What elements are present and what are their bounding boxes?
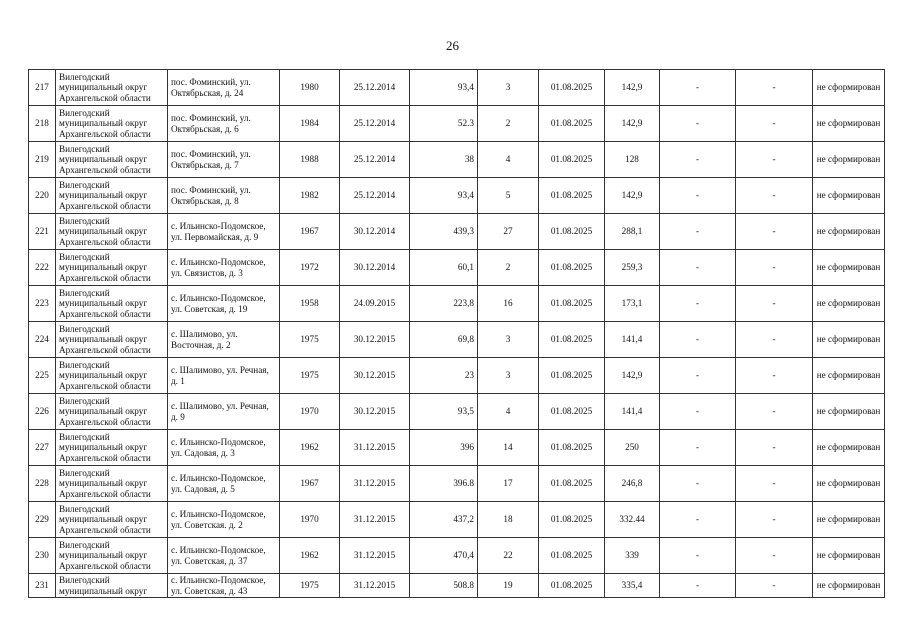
dash-cell-1: - <box>660 286 736 322</box>
value-cell: 246,8 <box>605 466 660 502</box>
status-cell: не сформирован <box>813 178 885 214</box>
municipality-cell: Вилегодский муниципальный округ Архангельской области <box>56 538 168 574</box>
table-row <box>29 322 885 358</box>
count-cell: 16 <box>478 286 539 322</box>
row-number: 221 <box>29 214 56 250</box>
row-number: 230 <box>29 538 56 574</box>
year-cell: 1967 <box>280 214 340 250</box>
date-cell: 31.12.2015 <box>340 466 410 502</box>
dash-cell-2: - <box>736 538 813 574</box>
count-cell: 18 <box>478 502 539 538</box>
table-row <box>29 538 885 574</box>
housing-registry-table <box>28 69 885 598</box>
municipality-cell: Вилегодский муниципальный округ Архангельской области <box>56 466 168 502</box>
planned-date-cell: 01.08.2025 <box>539 502 605 538</box>
date-cell: 31.12.2015 <box>340 502 410 538</box>
area-cell: 439,3 <box>410 214 478 250</box>
dash-cell-2: - <box>736 502 813 538</box>
row-number: 219 <box>29 142 56 178</box>
dash-cell-1: - <box>660 322 736 358</box>
dash-cell-2: - <box>736 358 813 394</box>
date-cell: 25.12.2014 <box>340 106 410 142</box>
value-cell: 259,3 <box>605 250 660 286</box>
area-cell: 223,8 <box>410 286 478 322</box>
municipality-cell: Вилегодский муниципальный округ Архангельской области <box>56 250 168 286</box>
address-cell: с. Ильинско-Подомское, ул. Советская, д. 37 <box>168 538 280 574</box>
year-cell: 1962 <box>280 430 340 466</box>
address-cell: с. Ильинско-Подомское, ул. Связистов, д. 3 <box>168 250 280 286</box>
dash-cell-2: - <box>736 178 813 214</box>
date-cell: 25.12.2014 <box>340 178 410 214</box>
planned-date-cell: 01.08.2025 <box>539 70 605 106</box>
value-cell: 339 <box>605 538 660 574</box>
dash-cell-2: - <box>736 250 813 286</box>
row-number: 220 <box>29 178 56 214</box>
count-cell: 22 <box>478 538 539 574</box>
planned-date-cell: 01.08.2025 <box>539 142 605 178</box>
planned-date-cell: 01.08.2025 <box>539 538 605 574</box>
count-cell: 5 <box>478 178 539 214</box>
count-cell: 2 <box>478 106 539 142</box>
table-row <box>29 286 885 322</box>
status-cell: не сформирован <box>813 430 885 466</box>
year-cell: 1980 <box>280 70 340 106</box>
value-cell: 335,4 <box>605 574 660 598</box>
area-cell: 93,5 <box>410 394 478 430</box>
municipality-cell: Вилегодский муниципальный округ Архангельской области <box>56 142 168 178</box>
year-cell: 1970 <box>280 502 340 538</box>
year-cell: 1972 <box>280 250 340 286</box>
dash-cell-1: - <box>660 70 736 106</box>
address-cell: с. Ильинско-Подомское, ул. Садовая, д. 3 <box>168 430 280 466</box>
address-cell: пос. Фоминский, ул. Октябрьская, д. 8 <box>168 178 280 214</box>
row-number: 224 <box>29 322 56 358</box>
year-cell: 1984 <box>280 106 340 142</box>
date-cell: 31.12.2015 <box>340 574 410 598</box>
status-cell: не сформирован <box>813 142 885 178</box>
row-number: 228 <box>29 466 56 502</box>
date-cell: 31.12.2015 <box>340 430 410 466</box>
year-cell: 1975 <box>280 322 340 358</box>
municipality-cell: Вилегодский муниципальный округ <box>56 574 168 598</box>
count-cell: 3 <box>478 70 539 106</box>
value-cell: 250 <box>605 430 660 466</box>
row-number: 227 <box>29 430 56 466</box>
count-cell: 3 <box>478 322 539 358</box>
address-cell: с. Ильинско-Подомское, ул. Советская, д. 19 <box>168 286 280 322</box>
area-cell: 93,4 <box>410 70 478 106</box>
address-cell: пос. Фоминский, ул. Октябрьская, д. 24 <box>168 70 280 106</box>
dash-cell-1: - <box>660 394 736 430</box>
value-cell: 141,4 <box>605 394 660 430</box>
area-cell: 437,2 <box>410 502 478 538</box>
date-cell: 24.09.2015 <box>340 286 410 322</box>
area-cell: 396.8 <box>410 466 478 502</box>
dash-cell-1: - <box>660 142 736 178</box>
value-cell: 173,1 <box>605 286 660 322</box>
dash-cell-1: - <box>660 430 736 466</box>
value-cell: 142,9 <box>605 178 660 214</box>
row-number: 229 <box>29 502 56 538</box>
year-cell: 1975 <box>280 574 340 598</box>
status-cell: не сформирован <box>813 502 885 538</box>
dash-cell-2: - <box>736 70 813 106</box>
date-cell: 30.12.2015 <box>340 394 410 430</box>
count-cell: 14 <box>478 430 539 466</box>
dash-cell-2: - <box>736 106 813 142</box>
dash-cell-1: - <box>660 358 736 394</box>
dash-cell-1: - <box>660 538 736 574</box>
status-cell: не сформирован <box>813 394 885 430</box>
address-cell: с. Ильинско-Подомское, ул. Первомайская, д. 9 <box>168 214 280 250</box>
planned-date-cell: 01.08.2025 <box>539 178 605 214</box>
dash-cell-2: - <box>736 466 813 502</box>
planned-date-cell: 01.08.2025 <box>539 214 605 250</box>
table-row <box>29 358 885 394</box>
table-row <box>29 574 885 598</box>
dash-cell-2: - <box>736 322 813 358</box>
row-number: 223 <box>29 286 56 322</box>
status-cell: не сформирован <box>813 358 885 394</box>
dash-cell-1: - <box>660 502 736 538</box>
municipality-cell: Вилегодский муниципальный округ Архангельской области <box>56 322 168 358</box>
value-cell: 332.44 <box>605 502 660 538</box>
planned-date-cell: 01.08.2025 <box>539 250 605 286</box>
address-cell: пос. Фоминский, ул. Октябрьская, д. 6 <box>168 106 280 142</box>
address-cell: с. Шалимово, ул. Речная, д. 9 <box>168 394 280 430</box>
row-number: 218 <box>29 106 56 142</box>
area-cell: 52.3 <box>410 106 478 142</box>
area-cell: 69,8 <box>410 322 478 358</box>
table-row <box>29 214 885 250</box>
planned-date-cell: 01.08.2025 <box>539 286 605 322</box>
address-cell: с. Шалимово, ул. Речная, д. 1 <box>168 358 280 394</box>
year-cell: 1970 <box>280 394 340 430</box>
planned-date-cell: 01.08.2025 <box>539 430 605 466</box>
year-cell: 1982 <box>280 178 340 214</box>
status-cell: не сформирован <box>813 70 885 106</box>
planned-date-cell: 01.08.2025 <box>539 466 605 502</box>
area-cell: 93,4 <box>410 178 478 214</box>
municipality-cell: Вилегодский муниципальный округ Архангельской области <box>56 394 168 430</box>
table-row <box>29 430 885 466</box>
table-row <box>29 502 885 538</box>
area-cell: 396 <box>410 430 478 466</box>
area-cell: 470,4 <box>410 538 478 574</box>
date-cell: 30.12.2015 <box>340 322 410 358</box>
count-cell: 27 <box>478 214 539 250</box>
row-number: 226 <box>29 394 56 430</box>
value-cell: 142,9 <box>605 70 660 106</box>
count-cell: 3 <box>478 358 539 394</box>
dash-cell-2: - <box>736 286 813 322</box>
value-cell: 142,9 <box>605 106 660 142</box>
value-cell: 128 <box>605 142 660 178</box>
status-cell: не сформирован <box>813 322 885 358</box>
dash-cell-2: - <box>736 142 813 178</box>
dash-cell-2: - <box>736 430 813 466</box>
count-cell: 19 <box>478 574 539 598</box>
dash-cell-1: - <box>660 250 736 286</box>
table-row <box>29 250 885 286</box>
status-cell: не сформирован <box>813 538 885 574</box>
status-cell: не сформирован <box>813 250 885 286</box>
municipality-cell: Вилегодский муниципальный округ Архангельской области <box>56 214 168 250</box>
table-row <box>29 142 885 178</box>
value-cell: 288,1 <box>605 214 660 250</box>
planned-date-cell: 01.08.2025 <box>539 574 605 598</box>
municipality-cell: Вилегодский муниципальный округ Архангельской области <box>56 106 168 142</box>
status-cell: не сформирован <box>813 106 885 142</box>
row-number: 225 <box>29 358 56 394</box>
dash-cell-1: - <box>660 106 736 142</box>
date-cell: 25.12.2014 <box>340 70 410 106</box>
dash-cell-1: - <box>660 574 736 598</box>
municipality-cell: Вилегодский муниципальный округ Архангельской области <box>56 70 168 106</box>
address-cell: с. Ильинско-Подомское, ул. Садовая, д. 5 <box>168 466 280 502</box>
count-cell: 4 <box>478 394 539 430</box>
area-cell: 60,1 <box>410 250 478 286</box>
address-cell: с. Ильинско-Подомское, ул. Советская. д. 2 <box>168 502 280 538</box>
count-cell: 4 <box>478 142 539 178</box>
table-row <box>29 466 885 502</box>
date-cell: 30.12.2014 <box>340 250 410 286</box>
planned-date-cell: 01.08.2025 <box>539 322 605 358</box>
area-cell: 508.8 <box>410 574 478 598</box>
status-cell: не сформирован <box>813 286 885 322</box>
date-cell: 30.12.2015 <box>340 358 410 394</box>
area-cell: 23 <box>410 358 478 394</box>
municipality-cell: Вилегодский муниципальный округ Архангельской области <box>56 358 168 394</box>
municipality-cell: Вилегодский муниципальный округ Архангельской области <box>56 502 168 538</box>
municipality-cell: Вилегодский муниципальный округ Архангельской области <box>56 286 168 322</box>
table-row <box>29 394 885 430</box>
year-cell: 1988 <box>280 142 340 178</box>
dash-cell-1: - <box>660 178 736 214</box>
count-cell: 17 <box>478 466 539 502</box>
planned-date-cell: 01.08.2025 <box>539 394 605 430</box>
year-cell: 1958 <box>280 286 340 322</box>
table-body <box>29 70 885 598</box>
value-cell: 141,4 <box>605 322 660 358</box>
dash-cell-2: - <box>736 394 813 430</box>
date-cell: 30.12.2014 <box>340 214 410 250</box>
table-row <box>29 106 885 142</box>
dash-cell-1: - <box>660 466 736 502</box>
row-number: 222 <box>29 250 56 286</box>
table-row <box>29 70 885 106</box>
status-cell: не сформирован <box>813 574 885 598</box>
address-cell: с. Ильинско-Подомское, ул. Советская, д. 43 <box>168 574 280 598</box>
date-cell: 25.12.2014 <box>340 142 410 178</box>
value-cell: 142,9 <box>605 358 660 394</box>
address-cell: пос. Фоминский, ул. Октябрьская, д. 7 <box>168 142 280 178</box>
planned-date-cell: 01.08.2025 <box>539 106 605 142</box>
dash-cell-2: - <box>736 574 813 598</box>
dash-cell-2: - <box>736 214 813 250</box>
dash-cell-1: - <box>660 214 736 250</box>
table-row <box>29 178 885 214</box>
status-cell: не сформирован <box>813 466 885 502</box>
year-cell: 1975 <box>280 358 340 394</box>
municipality-cell: Вилегодский муниципальный округ Архангельской области <box>56 430 168 466</box>
area-cell: 38 <box>410 142 478 178</box>
date-cell: 31.12.2015 <box>340 538 410 574</box>
status-cell: не сформирован <box>813 214 885 250</box>
page-number: 26 <box>446 38 459 53</box>
row-number: 231 <box>29 574 56 598</box>
year-cell: 1962 <box>280 538 340 574</box>
planned-date-cell: 01.08.2025 <box>539 358 605 394</box>
municipality-cell: Вилегодский муниципальный округ Архангельской области <box>56 178 168 214</box>
year-cell: 1967 <box>280 466 340 502</box>
row-number: 217 <box>29 70 56 106</box>
count-cell: 2 <box>478 250 539 286</box>
address-cell: с. Шалимово, ул. Восточная, д. 2 <box>168 322 280 358</box>
